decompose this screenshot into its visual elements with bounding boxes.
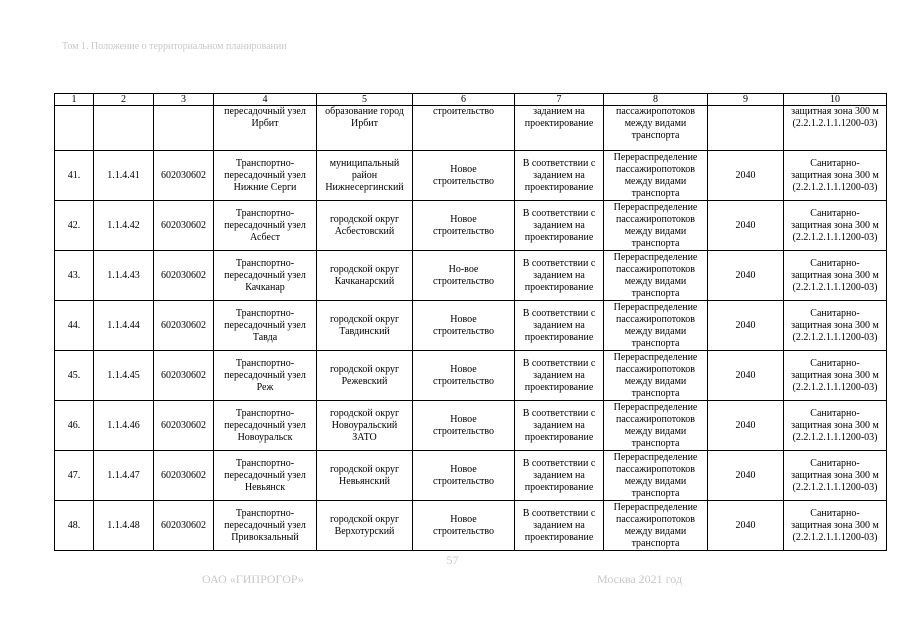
table-row [55, 151, 887, 201]
territorial-planning-table [54, 93, 887, 551]
cell-code: 1.1.4.43 [94, 251, 154, 301]
cell-purpose: Перераспределение пассажиропотоков между видами транспорта [604, 151, 708, 201]
table-header-row [55, 94, 887, 106]
cell-activity-type: Но-вое строительство [413, 251, 515, 301]
cell-code: 1.1.4.46 [94, 401, 154, 451]
cell-year: 2040 [708, 251, 784, 301]
cell-object-name: Транспортно- пересадочный узел Тавда [214, 301, 317, 351]
cell-purpose: пассажиропотоков между видами транспорта [604, 106, 708, 151]
table-row [55, 301, 887, 351]
column-header-4: 4 [214, 94, 317, 106]
cell-number: 48. [55, 501, 94, 551]
continuation-row [55, 106, 887, 151]
cell-purpose: Перераспределение пассажиропотоков между видами транспорта [604, 301, 708, 351]
cell-zone: Санитарно- защитная зона 300 м (2.2.1.2.1.1.1200-03) [784, 351, 887, 401]
table-row [55, 401, 887, 451]
cell-parameters: заданием на проектирование [515, 106, 604, 151]
cell-code: 1.1.4.42 [94, 201, 154, 251]
cell-activity-type: Новое строительство [413, 151, 515, 201]
cell-object-name: Транспортно- пересадочный узел Новоуральск [214, 401, 317, 451]
cell-number: 45. [55, 351, 94, 401]
cell-purpose: Перераспределение пассажиропотоков между видами транспорта [604, 501, 708, 551]
cell-code: 1.1.4.44 [94, 301, 154, 351]
table-row [55, 451, 887, 501]
footer-city-year: Москва 2021 год [597, 572, 683, 586]
column-header-1: 1 [55, 94, 94, 106]
cell-municipality: городской округ Верхотурский [317, 501, 413, 551]
cell-parameters: В соответствии с заданием на проектирование [515, 501, 604, 551]
cell-zone: Санитарно- защитная зона 300 м (2.2.1.2.1.1.1200-03) [784, 501, 887, 551]
cell-municipality: городской округ Асбестовский [317, 201, 413, 251]
cell-purpose: Перераспределение пассажиропотоков между видами транспорта [604, 451, 708, 501]
column-header-2: 2 [94, 94, 154, 106]
cell-number: 42. [55, 201, 94, 251]
cell-object-name: Транспортно- пересадочный узел Качканар [214, 251, 317, 301]
cell-parameters: В соответствии с заданием на проектирование [515, 251, 604, 301]
column-header-6: 6 [413, 94, 515, 106]
cell-code: 1.1.4.48 [94, 501, 154, 551]
column-header-10: 10 [784, 94, 887, 106]
table-row [55, 201, 887, 251]
cell-activity-type: Новое строительство [413, 351, 515, 401]
cell-municipality: городской округ Новоуральский ЗАТО [317, 401, 413, 451]
cell-zone: Санитарно- защитная зона 300 м (2.2.1.2.1.1.1200-03) [784, 401, 887, 451]
cell-type-code: 602030602 [154, 251, 214, 301]
cell-parameters: В соответствии с заданием на проектирование [515, 201, 604, 251]
column-header-8: 8 [604, 94, 708, 106]
cell-number: 43. [55, 251, 94, 301]
cell-object-name: Транспортно- пересадочный узел Асбест [214, 201, 317, 251]
column-header-5: 5 [317, 94, 413, 106]
cell-activity-type: строительство [413, 106, 515, 151]
cell-type-code: 602030602 [154, 401, 214, 451]
cell-number [55, 106, 94, 151]
cell-object-name: Транспортно- пересадочный узел Привокзальный [214, 501, 317, 551]
cell-year: 2040 [708, 451, 784, 501]
footer-organization: ОАО «ГИПРОГОР» [202, 572, 304, 586]
cell-type-code [154, 106, 214, 151]
cell-number: 44. [55, 301, 94, 351]
page-number: 57 [446, 553, 459, 567]
cell-purpose: Перераспределение пассажиропотоков между видами транспорта [604, 251, 708, 301]
cell-code: 1.1.4.47 [94, 451, 154, 501]
cell-type-code: 602030602 [154, 151, 214, 201]
column-header-9: 9 [708, 94, 784, 106]
cell-object-name: Транспортно- пересадочный узел Реж [214, 351, 317, 401]
cell-type-code: 602030602 [154, 451, 214, 501]
cell-parameters: В соответствии с заданием на проектирование [515, 151, 604, 201]
cell-type-code: 602030602 [154, 501, 214, 551]
cell-year [708, 106, 784, 151]
cell-type-code: 602030602 [154, 301, 214, 351]
cell-purpose: Перераспределение пассажиропотоков между видами транспорта [604, 201, 708, 251]
cell-number: 47. [55, 451, 94, 501]
cell-purpose: Перераспределение пассажиропотоков между видами транспорта [604, 351, 708, 401]
cell-zone: Санитарно- защитная зона 300 м (2.2.1.2.1.1.1200-03) [784, 251, 887, 301]
cell-zone: Санитарно- защитная зона 300 м (2.2.1.2.1.1.1200-03) [784, 201, 887, 251]
cell-parameters: В соответствии с заданием на проектирование [515, 451, 604, 501]
cell-year: 2040 [708, 401, 784, 451]
cell-object-name: Транспортно- пересадочный узел Невьянск [214, 451, 317, 501]
cell-municipality: городской округ Невьянский [317, 451, 413, 501]
cell-year: 2040 [708, 501, 784, 551]
cell-object-name: пересадочный узел Ирбит [214, 106, 317, 151]
cell-activity-type: Новое строительство [413, 201, 515, 251]
cell-number: 41. [55, 151, 94, 201]
cell-municipality: образование город Ирбит [317, 106, 413, 151]
cell-type-code: 602030602 [154, 201, 214, 251]
table-row [55, 351, 887, 401]
cell-year: 2040 [708, 201, 784, 251]
cell-year: 2040 [708, 351, 784, 401]
cell-purpose: Перераспределение пассажиропотоков между видами транспорта [604, 401, 708, 451]
cell-parameters: В соответствии с заданием на проектирование [515, 351, 604, 401]
cell-code: 1.1.4.45 [94, 351, 154, 401]
cell-municipality: муниципальный район Нижнесергинский [317, 151, 413, 201]
cell-code [94, 106, 154, 151]
cell-parameters: В соответствии с заданием на проектирование [515, 301, 604, 351]
cell-year: 2040 [708, 301, 784, 351]
cell-number: 46. [55, 401, 94, 451]
cell-zone: Санитарно- защитная зона 300 м (2.2.1.2.1.1.1200-03) [784, 301, 887, 351]
cell-year: 2040 [708, 151, 784, 201]
cell-municipality: городской округ Режевский [317, 351, 413, 401]
column-header-3: 3 [154, 94, 214, 106]
column-header-7: 7 [515, 94, 604, 106]
cell-activity-type: Новое строительство [413, 401, 515, 451]
cell-activity-type: Новое строительство [413, 301, 515, 351]
cell-zone: Санитарно- защитная зона 300 м (2.2.1.2.1.1.1200-03) [784, 451, 887, 501]
cell-municipality: городской округ Тавдинский [317, 301, 413, 351]
cell-parameters: В соответствии с заданием на проектирование [515, 401, 604, 451]
cell-code: 1.1.4.41 [94, 151, 154, 201]
cell-type-code: 602030602 [154, 351, 214, 401]
table-row [55, 251, 887, 301]
cell-zone: защитная зона 300 м (2.2.1.2.1.1.1200-03) [784, 106, 887, 151]
cell-municipality: городской округ Качканарский [317, 251, 413, 301]
document-header: Том 1. Положение о территориальном планировании [62, 41, 287, 52]
cell-activity-type: Новое строительство [413, 501, 515, 551]
cell-activity-type: Новое строительство [413, 451, 515, 501]
cell-zone: Санитарно- защитная зона 300 м (2.2.1.2.1.1.1200-03) [784, 151, 887, 201]
cell-object-name: Транспортно- пересадочный узел Нижние Серги [214, 151, 317, 201]
table-row [55, 501, 887, 551]
